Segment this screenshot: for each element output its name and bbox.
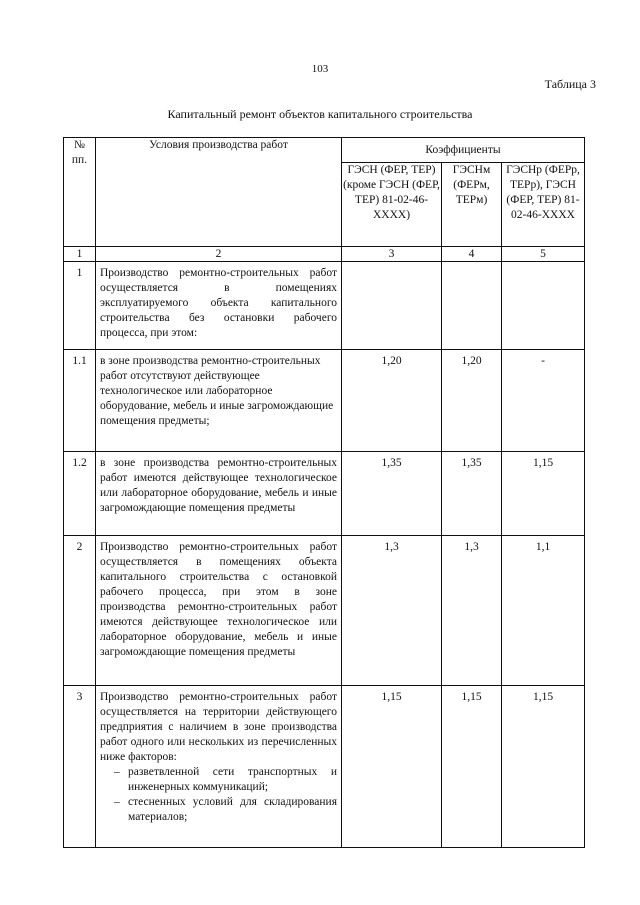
list-item: – разветвленной сети транспортных и инженерных коммуникаций; <box>114 765 337 795</box>
table-row <box>64 452 585 536</box>
column-index: 4 <box>442 247 502 262</box>
header-num <box>64 138 96 247</box>
row-coef-col5: 1,1 <box>502 536 585 686</box>
header-num-label: № пп. <box>71 139 88 166</box>
row-condition <box>96 686 342 848</box>
coefficients-table <box>63 137 585 848</box>
row-coef-col5 <box>502 262 585 350</box>
row-coef-col5: - <box>502 350 585 452</box>
column-index: 5 <box>502 247 585 262</box>
table-row <box>64 686 585 848</box>
header-coefficients: Коэффициенты <box>342 138 585 163</box>
header-col5: ГЭСНр (ФЕРр, ТЕРр), ГЭСН (ФЕР, ТЕР) 81-02-46-XXXX <box>502 163 585 247</box>
row-number: 3 <box>64 686 96 848</box>
row-condition-text: Производство ремонтно-строительных работ осуществляется на территории действующего предприятия с наличием в зоне производства работ одного или нескольких из перечисленных ниже факторов: <box>100 691 337 763</box>
row-condition: Производство ремонтно-строительных работ осуществляется в помещениях объекта капитального строительства с остановкой рабочего процесса, при этом в зоне производства ремонтно-строительных работ имеются действующее технологическое или лабораторное оборудование, мебель и иные загромождающие помещения предметы <box>96 536 342 686</box>
row-coef-col4: 1,20 <box>442 350 502 452</box>
table-row <box>64 262 585 350</box>
row-coef-col5: 1,15 <box>502 686 585 848</box>
row-coef-col3: 1,20 <box>342 350 442 452</box>
row-coef-col4: 1,3 <box>442 536 502 686</box>
column-index: 1 <box>64 247 96 262</box>
table-row <box>64 536 585 686</box>
row-coef-col3: 1,3 <box>342 536 442 686</box>
row-condition: в зоне производства ремонтно-строительных работ имеются действующее технологическое или лабораторное оборудование, мебель и иные загромождающие помещения предметы <box>96 452 342 536</box>
table-row <box>64 350 585 452</box>
header-col3: ГЭСН (ФЕР, ТЕР) (кроме ГЭСН (ФЕР, ТЕР) 81-02-46-XXXX) <box>342 163 442 247</box>
row-coef-col3: 1,15 <box>342 686 442 848</box>
row-coef-col4 <box>442 262 502 350</box>
row-number: 1.1 <box>64 350 96 452</box>
row-coef-col4: 1,15 <box>442 686 502 848</box>
row-condition: в зоне производства ремонтно-строительных работ отсутствуют действующее технологическое или лабораторное оборудование, мебель и иные загромождающие помещения предметы; <box>96 350 342 452</box>
column-index-row <box>64 247 585 262</box>
row-condition: Производство ремонтно-строительных работ осуществляется в помещениях эксплуатируемого объекта капитального строительства без остановки рабочего процесса, при этом: <box>96 262 342 350</box>
row-coef-col3 <box>342 262 442 350</box>
row-coef-col3: 1,35 <box>342 452 442 536</box>
table-label: Таблица 3 <box>544 77 596 91</box>
row-number: 2 <box>64 536 96 686</box>
header-col4: ГЭСНм (ФЕРм, ТЕРм) <box>442 163 502 247</box>
list-item: – стесненных условий для складирования материалов; <box>114 795 337 825</box>
factor-list <box>100 765 337 825</box>
row-number: 1.2 <box>64 452 96 536</box>
row-coef-col4: 1,35 <box>442 452 502 536</box>
page-number: 103 <box>311 63 329 75</box>
page-title: Капитальный ремонт объектов капитального строительства <box>167 107 473 121</box>
row-coef-col5: 1,15 <box>502 452 585 536</box>
header-conditions: Условия производства работ <box>96 138 342 247</box>
row-number: 1 <box>64 262 96 350</box>
column-index: 2 <box>96 247 342 262</box>
column-index: 3 <box>342 247 442 262</box>
